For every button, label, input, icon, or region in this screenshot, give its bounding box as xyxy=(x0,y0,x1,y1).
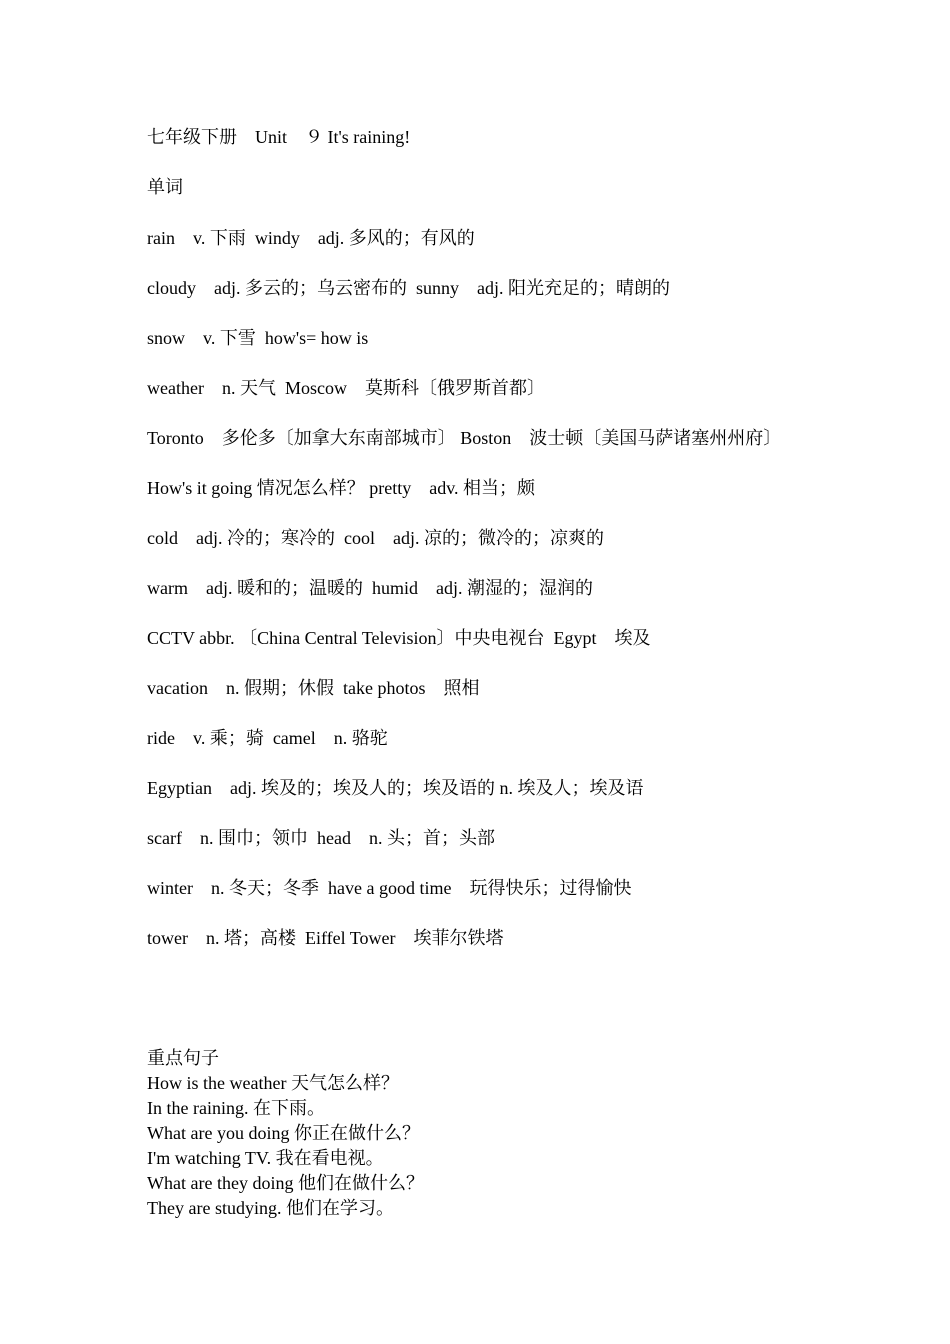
vocab-line: weather n. 天气 Moscow 莫斯科〔俄罗斯首都〕 xyxy=(147,378,545,398)
vocab-list xyxy=(147,226,807,976)
sentence-list xyxy=(147,1071,807,1221)
vocab-line: ride v. 乘；骑 camel n. 骆驼 xyxy=(147,728,388,748)
sentence-line: I'm watching TV. 我在看电视。 xyxy=(147,1148,384,1168)
vocab-line: rain v. 下雨 windy adj. 多风的；有风的 xyxy=(147,228,475,248)
sentence-line: What are they doing 他们在做什么？ xyxy=(147,1173,424,1193)
vocab-line: cloudy adj. 多云的；乌云密布的 sunny adj. 阳光充足的；晴朗的 xyxy=(147,278,670,298)
vocab-line: warm adj. 暖和的；温暖的 humid adj. 潮湿的；湿润的 xyxy=(147,578,593,598)
vocab-line: snow v. 下雪 how's= how is xyxy=(147,328,369,348)
vocab-line: scarf n. 围巾；领巾 head n. 头；首；头部 xyxy=(147,828,495,848)
vocab-line: CCTV abbr. 〔China Central Television〕中央电视台 Egypt 埃及 xyxy=(147,628,651,648)
sentence-line: How is the weather 天气怎么样？ xyxy=(147,1073,399,1093)
vocab-line: cold adj. 冷的；寒冷的 cool adj. 凉的；微冷的；凉爽的 xyxy=(147,528,604,548)
vocab-line: winter n. 冬天；冬季 have a good time 玩得快乐；过得愉快 xyxy=(147,878,632,898)
vocab-line: vacation n. 假期；休假 take photos 照相 xyxy=(147,678,480,698)
sentence-line: In the raining. 在下雨。 xyxy=(147,1098,325,1118)
sentences-heading: 重点句子 xyxy=(147,1048,219,1068)
vocab-line: tower n. 塔；高楼 Eiffel Tower 埃菲尔铁塔 xyxy=(147,928,504,948)
vocab-line: Egyptian adj. 埃及的；埃及人的；埃及语的 n. 埃及人；埃及语 xyxy=(147,778,644,798)
vocab-line: How's it going 情况怎么样？ pretty adv. 相当；颇 xyxy=(147,478,536,498)
vocab-heading: 单词 xyxy=(147,177,183,197)
key-sentences-section xyxy=(147,1046,807,1221)
document-title: 七年级下册 Unit ９ It's raining! xyxy=(147,127,411,147)
vocab-line: Toronto 多伦多〔加拿大东南部城市〕 Boston 波士顿〔美国马萨诸塞州州府〕 xyxy=(147,428,782,448)
sentence-line: They are studying. 他们在学习。 xyxy=(147,1198,394,1218)
sentence-line: What are you doing 你正在做什么？ xyxy=(147,1123,420,1143)
